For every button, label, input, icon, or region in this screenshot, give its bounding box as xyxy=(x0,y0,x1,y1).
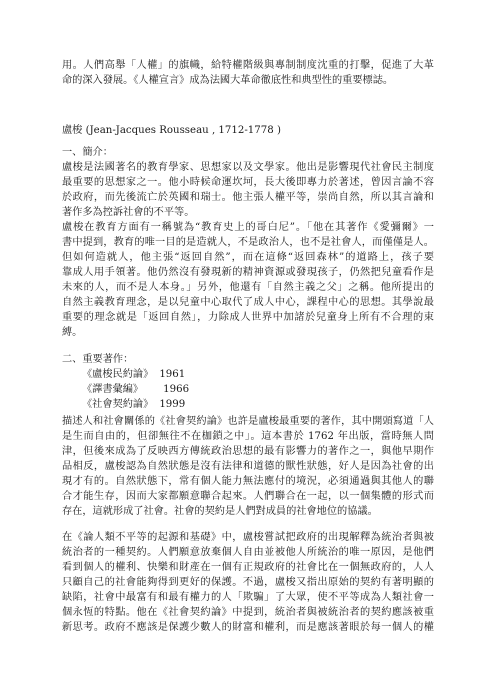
intro-paragraph xyxy=(62,58,434,88)
text-line: 存在，這就形成了社會。社會的契約是人們對成員的社會地位的協議。 xyxy=(62,506,378,517)
section-heading: 二、重要著作： xyxy=(62,354,134,365)
text-line: 但如何造就人，他主張“返回自然”，而在這條“返回森林”的道路上，孩子要 xyxy=(62,252,434,263)
page-title: 盧梭 (Jean-Jacques Rousseau , 1712-1778 ) xyxy=(62,125,281,136)
contract-paragraph xyxy=(62,414,434,519)
text-line: 縛。 xyxy=(62,327,83,338)
text-line: 未來的人，而不是人本身。」另外，他還有「自然主義之父」之稱。他所提出的 xyxy=(62,282,434,293)
text-line: 是生而自由的，但卻無往不在枷鎖之中」。這本書於 1762 年出版，當時無人問 xyxy=(62,431,434,442)
text-line: 合才能生存，因而大家都願意聯合起來。人們聯合在一起，以一個集體的形式而 xyxy=(62,491,434,502)
text-line: 於政府，而先後流亡於英國和瑞士。他主張人權平等，崇尚自然，所以其言論和 xyxy=(62,192,434,203)
text-line: 書中提到，教育的唯一目的是造就人，不是政治人，也不是社會人，而僅僅是人。 xyxy=(62,237,434,248)
text-line: 盧梭在教育方面有一稱號為“教育史上的哥白尼”。「他在其著作《愛彌爾》一 xyxy=(62,222,434,233)
text-line: 盧梭是法國著名的教育學家、思想家以及文學家。他出是影響現代社會民主制度 xyxy=(62,162,434,173)
text-line: 只顧自己的社會能夠得到更好的保護。不過，盧梭又指出原始的契約有著明顯的 xyxy=(62,577,434,588)
text-line: 最重要的思想家之一。他小時候命運坎坷，長大後即專力於著述，曾因言論不容 xyxy=(62,177,434,188)
work-year: 1999 xyxy=(159,399,186,410)
text-line: 著作多為控訴社會的不平等。 xyxy=(62,207,195,218)
text-line: 缺陷，社會中最富有和最有權力的人「欺騙」了大眾，使不平等成為人類社會一 xyxy=(62,592,434,603)
person-heading xyxy=(62,123,434,138)
list-item xyxy=(62,397,434,412)
text-line: 個永恆的特點。他在《社會契約論》中提到，統治者與被統治者的契約應該被重 xyxy=(62,607,434,618)
text-line: 新思考。政府不應該是保護少數人的財富和權利，而是應該著眼於每一個人的權 xyxy=(62,622,434,633)
text-line: 津，但後來成為了反映西方傳統政治思想的最有影響力的著作之一，與他早期作 xyxy=(62,446,434,457)
inequality-paragraph xyxy=(62,530,434,635)
text-line: 用。人們高舉「人權」的旗幟，給特權階級與專制制度沈重的打擊，促進了大革 xyxy=(62,60,434,71)
text-line: 現才有的。自然狀態下，常有個人能力無法應付的境況，必須通過與其他人的聯 xyxy=(62,476,434,487)
list-item xyxy=(62,382,434,397)
work-title: 《譯書彙編》 xyxy=(82,384,144,395)
work-title: 《盧梭民約論》 xyxy=(82,369,154,380)
text-line: 統治者的一種契約。人們願意放棄個人自由並被他人所統治的唯一原因，是他們 xyxy=(62,547,434,558)
work-year: 1966 xyxy=(163,384,190,395)
text-line: 品相反，盧梭認為自然狀態是沒有法律和道德的獸性狀態，好人是因為社會的出 xyxy=(62,461,434,472)
bio-section xyxy=(62,145,434,340)
text-line: 靠成人用手領著。他仍然沒有發現新的精神資源或發現孩子，仍然把兒童看作是 xyxy=(62,267,434,278)
text-line: 看到個人的權利、快樂和財產在一個有正規政府的社會比在一個無政府的，人人 xyxy=(62,562,434,573)
work-year: 1961 xyxy=(159,369,186,380)
section-heading: 一、簡介： xyxy=(62,147,113,158)
works-section xyxy=(62,352,434,412)
work-title: 《社會契約論》 xyxy=(82,399,154,410)
text-line: 重要的理念就是「返回自然」，力除成人世界中加諸於兒童身上所有不合理的束 xyxy=(62,312,434,323)
text-line: 自然主義教育理念，是以兒童中心取代了成人中心，課程中心的思想。其學說最 xyxy=(62,297,434,308)
text-line: 描述人和社會關係的《社會契約論》也許是盧梭最重要的著作，其中開頭寫道「人 xyxy=(62,416,434,427)
list-item xyxy=(62,367,434,382)
text-line: 在《論人類不平等的起源和基礎》中，盧梭嘗試把政府的出現解釋為統治者與被 xyxy=(62,532,434,543)
text-line: 命的深入發展。《人權宣言》成為法國大革命徹底性和典型性的重要標誌。 xyxy=(62,75,394,86)
